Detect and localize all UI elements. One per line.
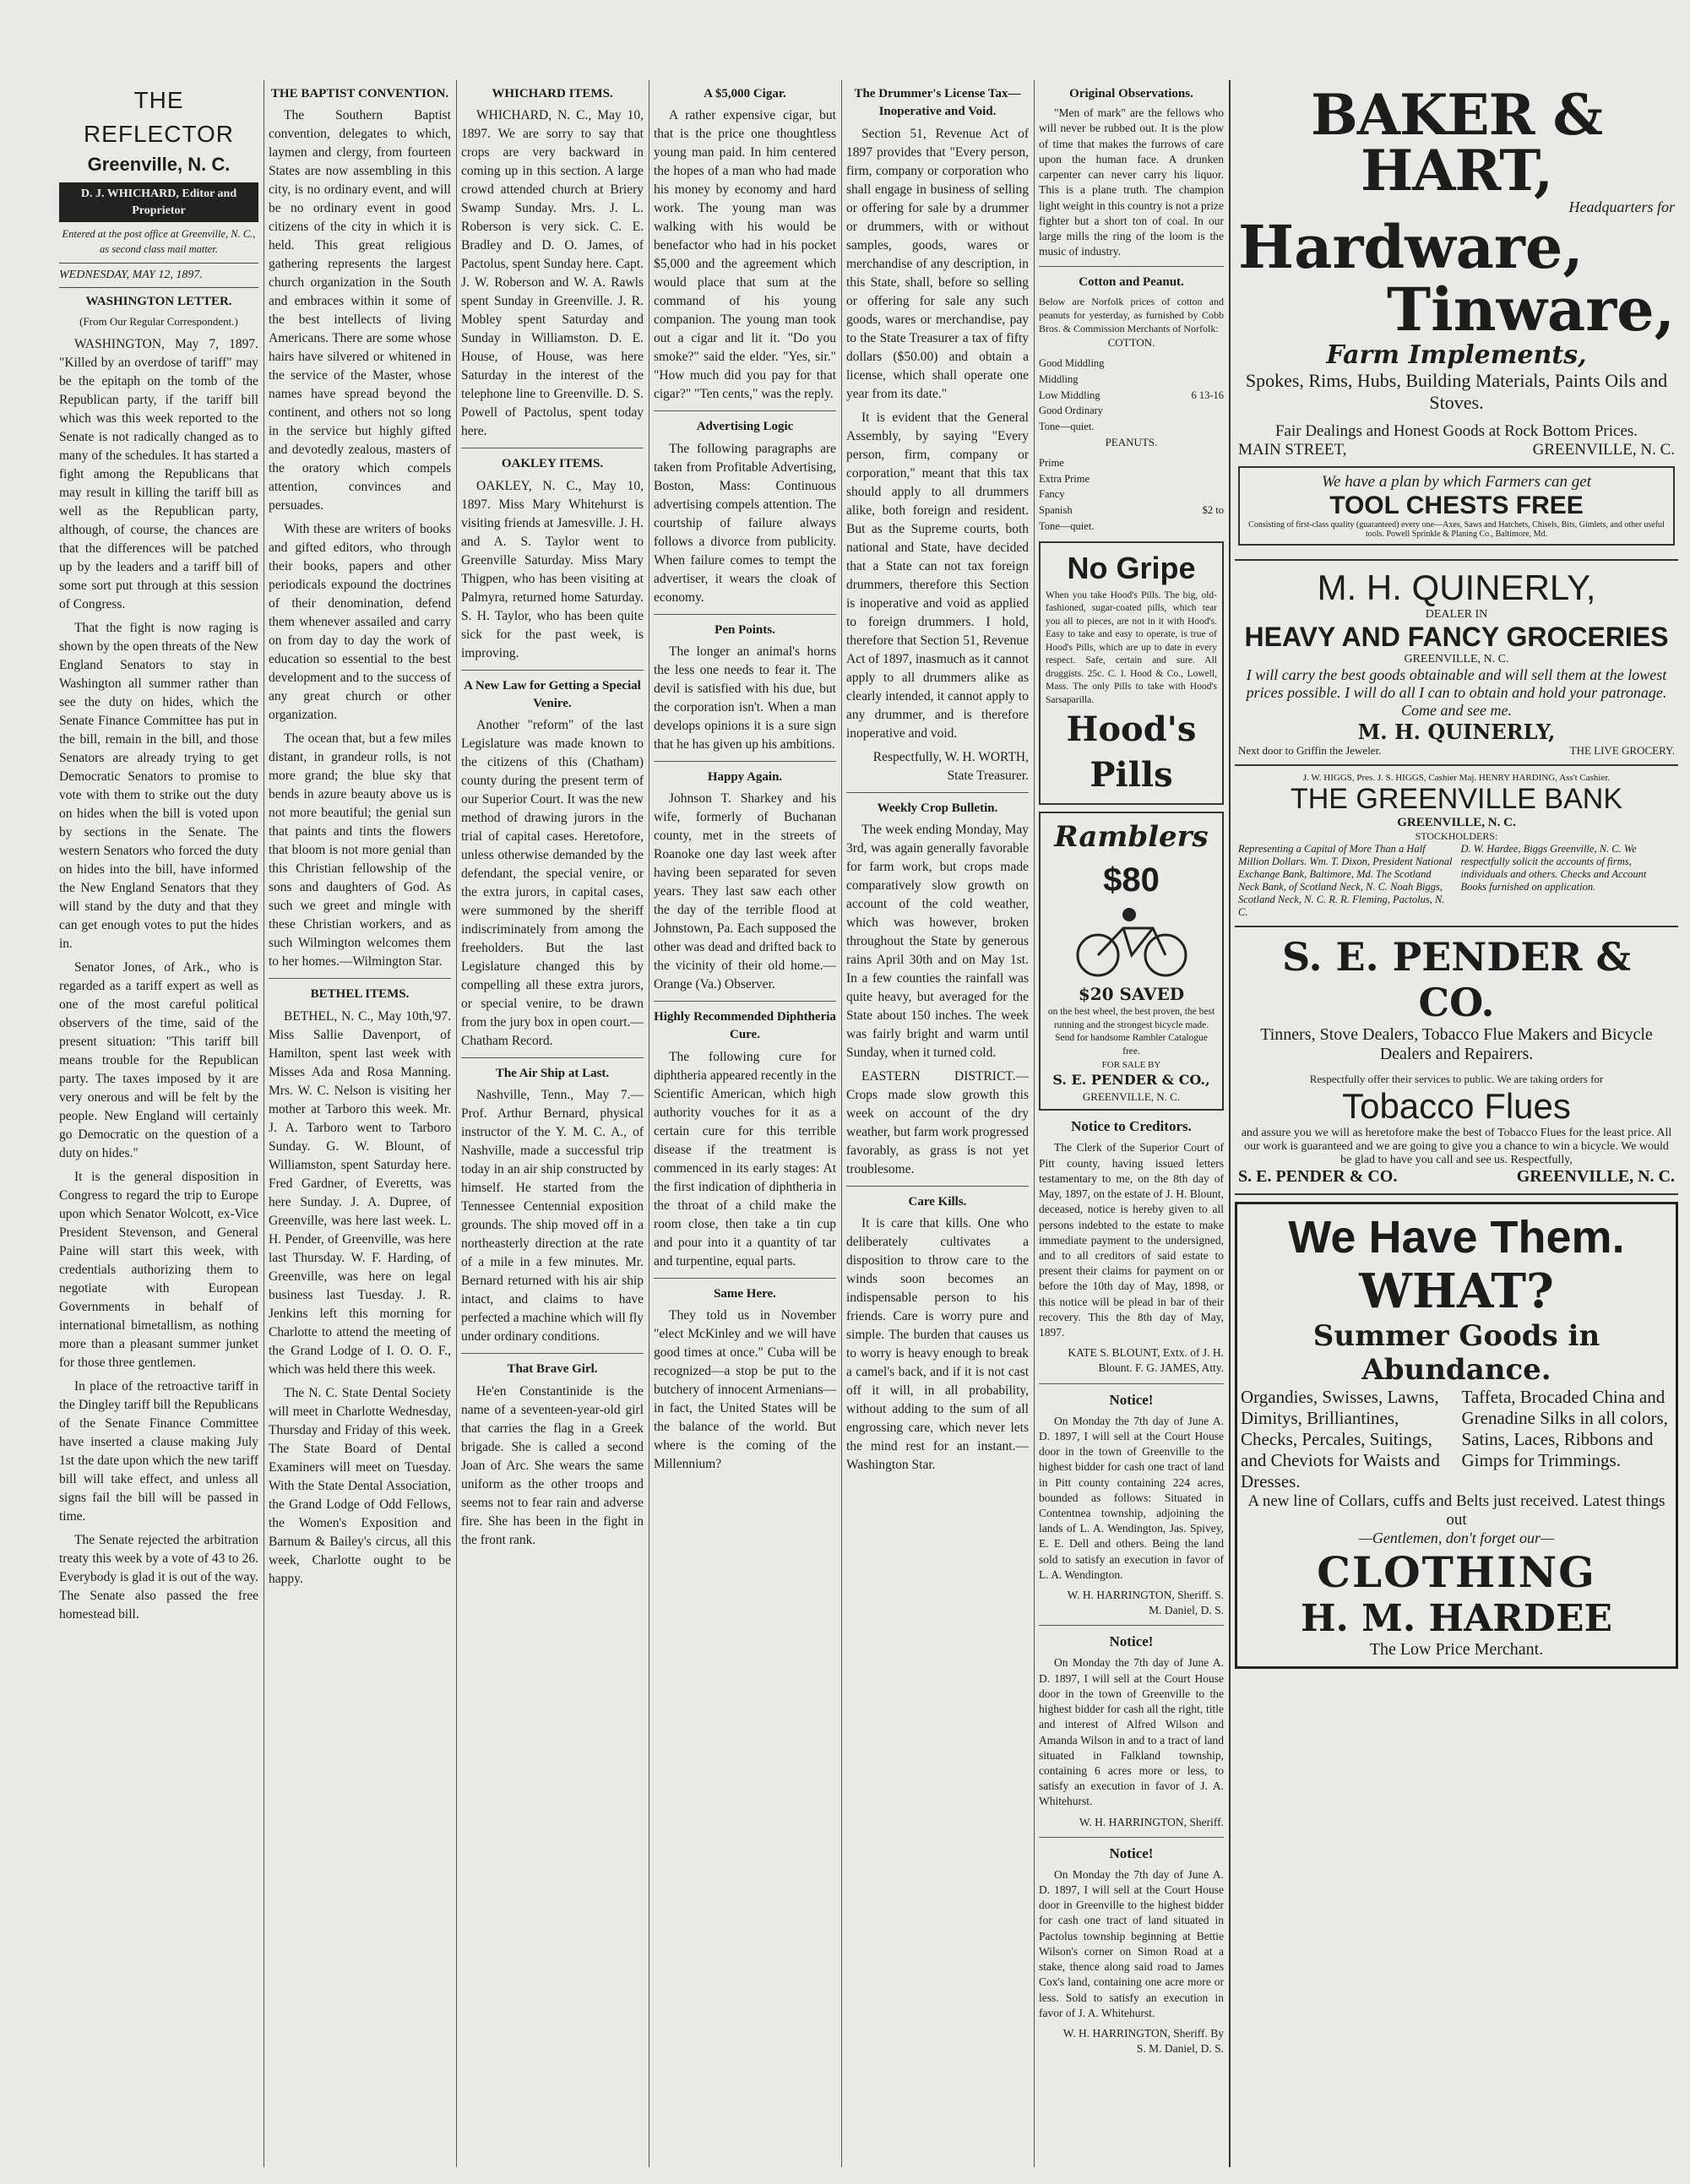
divider — [269, 978, 451, 979]
bicycle-saved: $20 SAVED — [1078, 984, 1185, 1005]
ad-text: Tinners, Stove Dealers, Tobacco Flue Makers and Bicycle Dealers and Repairers. — [1260, 1025, 1653, 1063]
tool-chests-ad: We have a plan by which Farmers can get TOOL CHESTS FREE Consisting of first-class quality (guaranteed) every one—Axes, Saws and Hatchets, Chisels, Bits, Gimlets, and other useful tools. Powell Sprinkle & Planing Co., Baltimore, Md. — [1238, 466, 1675, 546]
ad-text: —Gentlemen, don't forget our— — [1358, 1529, 1555, 1546]
column-rule — [1229, 80, 1231, 2167]
article-paragraph: OAKLEY, N. C., May 10, 1897. Miss Mary Whitehurst is visiting friends at Jamesville. J. H. and A. S. Taylor went to Greenville Saturday. Miss Mary Thigpen, who has been visiting at Palmyra, returned home Saturday. S. H. Taylor, who has been quite sick for the past week, is improving. — [461, 478, 644, 660]
article-paragraph: WASHINGTON, May 7, 1897. "Killed by an overdose of tariff" may be the epitaph on the tomb of the Republican party, if the tariff bill which was this week reported to the Senate is not radically changed as to many of the schedules. It has started a fight among the Republicans that may result in killing the tariff bill as well as the Republican party, although, of course, the chances are that the differences will be patched up by the leaders and a tariff bill of some sort put through at this session of Congress. — [59, 336, 258, 611]
article-paragraph: The longer an animal's horns the less one needs to fear it. The devil is satisfied with his due, but the corporation isn't. When a man develops opinions it is a sure sign that he has given up his ambitions. — [654, 644, 836, 752]
article-headline: WHICHARD ITEMS. — [492, 87, 613, 101]
article-byline: (From Our Regular Correspondent.) — [79, 315, 238, 329]
article-paragraph: The Senate rejected the arbitration treaty this week by a vote of 43 to 26. Everybody is glad it is out of the way. The Senate also passed the free homestead bill. — [59, 1532, 258, 1622]
ad-headline: Summer Goods in Abundance. — [1312, 1319, 1600, 1387]
table-row: Good Middling — [1039, 356, 1105, 369]
article-paragraph: The ocean that, but a few miles distant, in grandeur rolls, is not more grand; the blue sky that bends in azure beauty above us is not more beautiful; the genial sun that paints and tints the flowers that bloom is not more genial than this Christian fellowship of the sons and daughters of God. As such we greet and mingle with these Christian workers, and as such Wilmington welcomes them to her homes.—Wilmington Star. — [269, 731, 451, 970]
notice-signature: KATE S. BLOUNT, Extx. of J. H. Blount. F. G. JAMES, Atty. — [1068, 1346, 1224, 1375]
notice-text: The Clerk of the Superior Court of Pitt county, having issued letters testamentary to me, on the 8th day of May, 1897, on the estate of J. H. Blount, deceased, notice is hereby given to all persons indebted to the estate to make immediate payment to the undersigned, and to all creditors of said estate to present their claims for payment on or before the 10th day of May, 1898, or this notice will be plead in bar of their recovery. This the 8th day of May, 1897. — [1039, 1141, 1224, 1339]
article-paragraph: "Men of mark" are the fellows who will never be rubbed out. It is the plow of time that makes the furrows of care upon the human face. A drunken carpenter can never carry his liquor. This is a plane truth. The champion light weight in this country is not a prize fighter but a short ton of coal. In our large mills the ring of the loom is the music of industry. — [1039, 106, 1224, 258]
article-paragraph: The following cure for diphtheria appeared recently in the Scientific American, which high authority vouches for it as a certain cure for this terrible disease if the treatment is commenced in its early stages: At the first indication of diphtheria in the throat of a child make the room close, then take a tin cup and pour into it a quantity of tar and turpentine, equal parts. — [654, 1049, 836, 1269]
column-rule — [1034, 80, 1035, 2167]
article-headline: WASHINGTON LETTER. — [85, 294, 232, 308]
peanut-label: PEANUTS. — [1105, 436, 1158, 449]
masthead-publisher: D. J. WHICHARD, Editor and Proprietor — [59, 182, 258, 223]
article-headline: The Air Ship at Last. — [495, 1067, 610, 1081]
bank-officers: J. W. HIGGS, Pres. J. S. HIGGS, Cashier Maj. HENRY HARDING, Ass't Cashier. — [1302, 773, 1611, 783]
article-headline: That Brave Girl. — [507, 1362, 598, 1377]
cotton-label: COTTON. — [1107, 336, 1155, 350]
article-headline: Original Observations. — [1069, 87, 1193, 101]
notice-headline: Notice! — [1109, 1844, 1154, 1861]
cotton-table — [1039, 356, 1224, 435]
article-paragraph: Johnson T. Sharkey and his wife, formerly of Buchanan county, met in the streets of Roanoke one day last week after having been separated for seven years. They last saw each other the day of the terrible flood at Johnstown, Pa. Each supposed the other was dead and drifted back to the vicinity of their old home.—Orange (Va.) Observer. — [654, 791, 836, 992]
sheriff-notice — [1039, 1391, 1224, 1619]
article-paragraph: The Southern Baptist convention, delegates to which, laymen and clergy, from fourteen States are now assembling in this city, is no ordinary event, and will be no ordinary event in good citizens of the city in which it is held. This great religious gathering represents the largest church organization in the South and embraces within it some of the best intellects of living Americans. There are some whose hairs have silvered or whitened in the service of the Master, whose names have spread beyond the continent, and others not so long in the service but highly gifted and devotedly zealous, masters of the oratory which compels attention, convinces and persuades. — [269, 108, 451, 513]
market-report — [1039, 274, 1224, 535]
article-paragraph: Section 51, Revenue Act of 1897 provides that "Every person, firm, company or corporation who shall engage in business of selling or offering for sale by a drummer or drummers, with or without samples, goods, wares or merchandise of any description, in this State, shall, before so selling or offering for sale any such goods, wares or merchandise, pay to the State Treasurer a tax of fifty dollars ($50.00) and obtain a license, which shall operate one year from its date." — [846, 126, 1029, 401]
market-headline: Cotton and Peanut. — [1079, 275, 1184, 290]
article-drummers-tax — [846, 85, 1029, 1475]
table-row: Extra Prime — [1039, 472, 1090, 485]
notice-headline: Notice! — [1109, 1633, 1154, 1650]
article-signature: Respectfully, W. H. WORTH, State Treasurer. — [872, 749, 1029, 783]
article-paragraph: He'en Constantinide is the name of a seventeen-year-old girl that carries the flag in a Greek brigade. She is called a second Joan of Arc. She wears the same uniform as the other troops and seems not to fear rain and adverse fire. She has been in the fight in the front rank. — [461, 1383, 644, 1547]
ad-business-name: BAKER & HART, — [1310, 82, 1603, 204]
table-row: Middling — [1039, 372, 1079, 385]
ad-business-name: M. H. QUINERLY, — [1317, 568, 1596, 607]
bank-left-text: Representing a Capital of More Than a Half Million Dollars. Wm. T. Dixon, President National Exchange Bank, Baltimore, Md. The Scotland Neck Bank, of Scotland Neck, N. C. Noah Biggs, Scotland Neck, N. C. R. R. Fleming, Pactolus, N. C. — [1238, 843, 1453, 918]
ad-signature: M. H. QUINERLY, — [1357, 720, 1556, 744]
article-headline: Same Here. — [714, 1286, 776, 1301]
hardee-ad — [1235, 1202, 1678, 1669]
ad-subhead: STOCKHOLDERS: — [1415, 830, 1498, 842]
ad-text: and assure you we will as heretofore make the best of Tobacco Flues for the least price. All our work is guaranteed and we are going to give you a chance to win a bicycle. We would be glad to have you call and see us. Respectfully, — [1241, 1127, 1672, 1166]
divider — [1039, 1625, 1224, 1626]
article-headline: Highly Recommended Diphtheria Cure. — [654, 1010, 836, 1042]
ad-headline: Hardware, — [1238, 212, 1584, 282]
article-headline: Weekly Crop Bulletin. — [877, 801, 998, 815]
ad-goods-right: Taffeta, Brocaded China and Grenadine Silks in all colors, Satins, Laces, Ribbons and Gimps for Trimmings. — [1461, 1387, 1668, 1470]
divider — [461, 1057, 644, 1058]
bicycle-dealer-town: GREENVILLE, N. C. — [1082, 1089, 1181, 1103]
article-headline: Care Kills. — [908, 1194, 967, 1209]
bicycle-text: on the best wheel, the best proven, the best running and the strongest bicycle made. Send for handsome Rambler Catalogue free. — [1047, 1007, 1215, 1057]
pill-headline: No Gripe — [1067, 551, 1196, 586]
notice-signature: W. H. HARRINGTON, Sheriff. — [1079, 1815, 1224, 1828]
column-2 — [269, 80, 451, 2167]
table-row: Low Middling 6 13-16 — [1039, 388, 1224, 401]
ad-town: GREENVILLE, N. C. — [1404, 653, 1509, 666]
article-paragraph: Nashville, Tenn., May 7.—Prof. Arthur Bernard, physical instructor of the Y. M. C. A., of Nashville, made a successful trip today in an air ship constructed by himself. He started from the Tennessee Centennial exposition grounds. The ship moved off in a northeasterly direction at the rate of a mile in a few minutes. Mr. Bernard returned with his air ship intact, and claims to have perfected a machine which will fly under ordinary conditions. — [461, 1088, 644, 1345]
article-headline: A $5,000 Cigar. — [704, 87, 786, 101]
notice-text: On Monday the 7th day of June A. D. 1897, I will sell at the Court House door in the town of Greenville to the highest bidder for cash one tract of land in Pitt county containing 224 acres, bounded as follows: Situated in Contentnea township, adjoining the lands of L. A. Wendington, Jas. Spivey, E. E. Dell and others. Being the land sold to satisfy an execution in favor of L. A. Wendington. — [1039, 1414, 1224, 1581]
ad-headline: Tobacco Flues — [1342, 1086, 1571, 1126]
divider — [1039, 1383, 1224, 1384]
ad-headline: Tinware, — [1387, 274, 1675, 345]
bicycle-brand: Ramblers — [1054, 820, 1209, 855]
divider — [1039, 266, 1224, 267]
article-original-observations — [1039, 85, 1224, 259]
ad-headline: HEAVY AND FANCY GROCERIES — [1244, 622, 1669, 652]
notice-to-creditors — [1039, 1117, 1224, 1376]
notice-headline: Notice to Creditors. — [1071, 1118, 1192, 1135]
divider — [1039, 1837, 1224, 1838]
article-whichard-items — [461, 85, 644, 1550]
masthead-title: THE REFLECTOR — [83, 87, 235, 147]
table-row: Fancy — [1039, 488, 1065, 501]
column-4 — [654, 80, 836, 2167]
ad-subhead: Headquarters for — [1568, 198, 1675, 215]
article-headline: Advertising Logic — [696, 420, 794, 434]
article-paragraph: That the fight is now raging is shown by the open threats of the New England Senators to stay in Washington all summer rather than see the duty on hides, which the Senate Finance Committee has put in the bill, remain in the bill, and those Senators are already trying to get Democratic Senators to promise to vote with them to strike out the duty on hides when the bill is voted upon by sections in the Senate. The western Senators who forced the duty on hides into the bill, have informed the New England Senators that they will stand by the duty and that they can get enough votes to put the hides in. — [59, 620, 258, 951]
ad-text: I will carry the best goods obtainable and will sell them at the lowest prices possible. I will do all I can to obtain and hold your patronage. Come and see me. — [1246, 666, 1667, 719]
article-headline: The Drummer's License Tax—Inoperative and Void. — [854, 87, 1021, 119]
table-row: Spanish $2 to — [1039, 504, 1224, 517]
table-row: Good Ordinary — [1039, 405, 1104, 417]
article-paragraph: Another "reform" of the last Legislature was made known to the citizens of this (Chatham) county during the present term of our Superior Court. It was the new method of drawing jurors in the trial of capital cases. Heretofore, unless otherwise demanded by the defendant, the special venire, or the extra jurors, in capital cases, were summoned by the sheriff indiscriminately from among the freeholders. But the last Legislature changed this by compelling all these extra jurors, or special venire, to be drawn from the jury box in open court.—Chatham Record. — [461, 718, 644, 1049]
article-paragraph: WHICHARD, N. C., May 10, 1897. We are sorry to say that crops are very backward in coming up in this section. A large crowd attended church at Briery Swamp Sunday. Mrs. J. L. Roberson is very sick. C. E. Bradley and D. O. James, of Pactolus, spent Sunday here. Capt. J. W. Roberson and W. A. Rawls spent Sunday in Greenville. J. R. Mobley spent Saturday and Sunday in Williamston. D. E. House, of House, was here Saturday in the interest of the telephone line to Greenville. D. S. Powell of Pactolus, spent today here. — [461, 108, 644, 439]
divider — [654, 1001, 836, 1002]
divider — [654, 614, 836, 615]
article-paragraph: It is evident that the General Assembly, by saying "Every person, firm, company or corporation," meant that this tax should apply to all drummers alike, both foreign and resident. But as the Supreme courts, both national and State, have decided that a State can not tax foreign drummers, therefore this Section is inoperative and void as applied to foreign drummers. I hold, therefore that Section 51, Revenue Act of 1897, inasmuch as it cannot apply to all drummers alike as clearly intended, it cannot apply to any drummer, and is therefore inoperative and void. — [846, 410, 1029, 741]
ad-tagline: The Low Price Merchant. — [1369, 1640, 1544, 1659]
column-1 — [59, 80, 258, 2167]
sheriff-notice — [1039, 1844, 1224, 2057]
article-paragraph: A rather expensive cigar, but that is the price one thoughtless young man paid. In him centered the hopes of a man who had made his money by economy and hard work. The young man was walking with his would be benefactor who had in his pocket $5,000 and the agreement which would place that sum at the command of his young companion. The young man took out a cigar and lit it. "Do you smoke?" said the elder. "Yes, sir." "How much did you pay for that cigar?" "Ten cents," was the reply. — [654, 108, 836, 402]
ad-text: Respectfully offer their services to public. We are taking orders for — [1309, 1073, 1604, 1085]
ad-goods-left: Organdies, Swisses, Lawns, Dimitys, Brilliantines, Checks, Percales, Suitings, and Cheviots for Waists and Dresses. — [1241, 1387, 1440, 1491]
article-paragraph: The following paragraphs are taken from Profitable Advertising, Boston, Mass: Continuous advertising compels attention. The courtship of failure always follows a divorce from publicity. When failure comes to tempt the advertiser, it wears the cloak of economy. — [654, 441, 836, 605]
bicycle-dealer: S. E. PENDER & CO., — [1052, 1072, 1210, 1089]
notice-text: On Monday the 7th day of June A. D. 1897, I will sell at the Court House door in Greenville to the highest bidder for cash one tract of land situated in Pactolus township beginning at Bettie Wilson's corner on Simon Road at a stake, thence along said road to James Cox's land, containing one acre more or less. Sold to satisfy an execution in favor of J. A. Whitehurst. — [1039, 1867, 1224, 2019]
ad-headline: CLOTHING — [1317, 1547, 1596, 1597]
ad-tagline: THE LIVE GROCERY. — [1569, 744, 1675, 757]
bicycle-icon — [1068, 903, 1195, 979]
pender-ad — [1235, 927, 1678, 1195]
bicycle-price: $80 — [1103, 861, 1160, 899]
article-headline: OAKLEY ITEMS. — [501, 457, 604, 471]
ad-line: Spokes, Rims, Hubs, Building Materials, Paints Oils and Stoves. — [1245, 370, 1668, 413]
column-rule — [841, 80, 842, 2167]
notice-text: On Monday the 7th day of June A. D. 1897, I will sell at the Court House door in the town of Greenville to the highest bidder for cash all the right, title and interest of Alfred Wilson and Amanda Wilson in and to a tract of land situated in Falkland township, containing 6 acres more or less, to satisfy an execution in favor of J. A. Whitehurst. — [1039, 1656, 1224, 1808]
column-5 — [846, 80, 1029, 2167]
rambler-bicycle-ad — [1039, 812, 1224, 1111]
article-paragraph: BETHEL, N. C., May 10th,'97. Miss Sallie Davenport, of Hamilton, spent last week with Misses Ada and Rosa Manning. Mrs. W. C. Nelson is visiting her mother at Tarboro this week. Mr. J. A. Tarboro went to Tarboro Sunday. G. W. Blount, of Williamston, spent Saturday here. Fred Gardner, of Everetts, was here Sunday. J. A. Dupree, of Greenville, was here last week. L. H. Pender, of Greenville, was here last Thursday. W. F. Harding, of Greenville, was here on legal business last Tuesday. J. R. Jenkins left this morning for Charlotte to attend the meeting of the Grand Lodge of I. O. O. F., which was held there this week. — [269, 1008, 451, 1377]
article-headline: Pen Points. — [715, 622, 775, 637]
ad-signature: S. E. PENDER & CO. — [1238, 1167, 1398, 1186]
table-row: Tone—quiet. — [1039, 520, 1095, 533]
ad-location: Next door to Griffin the Jeweler. — [1238, 744, 1382, 757]
article-headline: THE BAPTIST CONVENTION. — [270, 87, 449, 101]
article-5000-cigar — [654, 85, 836, 1474]
divider — [846, 792, 1029, 793]
column-3 — [461, 80, 644, 2167]
advertisement-column — [1235, 80, 1678, 2167]
article-paragraph: EASTERN DISTRICT.—Crops made slow growth this week on account of the dry weather, but farm work progressed favorably, as grass is not yet troublesome. — [846, 1068, 1029, 1176]
article-paragraph: In place of the retroactive tariff in the Dingley tariff bill the Republicans of the Senate Finance Committee have inserted a clause making July 1st the date upon which the new tariff bill will take effect, and unless all signs fail the bill will be passed in time. — [59, 1378, 258, 1524]
ad-business-name: THE GREENVILLE BANK — [1290, 783, 1622, 815]
article-headline: Happy Again. — [707, 769, 783, 784]
article-paragraph: They told us in November "elect McKinley and we will have good times at once." Cuba will be recognized—a stop be put to the butchery of innocent Armenians—in fact, the United States will be the balance of the world. But where is the coming of the Millennium? — [654, 1308, 836, 1472]
notice-headline: Notice! — [1109, 1391, 1154, 1408]
divider — [654, 761, 836, 762]
ad-business-name: H. M. HARDEE — [1300, 1597, 1613, 1640]
ad-address: MAIN STREET, GREENVILLE, N. C. — [1238, 441, 1675, 459]
notice-signature: W. H. HARRINGTON, Sheriff. S. M. Daniel, D. S. — [1067, 1589, 1224, 1617]
peanut-table — [1039, 455, 1224, 535]
hoods-pills-ad — [1039, 541, 1224, 805]
notice-signature: W. H. HARRINGTON, Sheriff. By S. M. Daniel, D. S. — [1062, 2026, 1224, 2056]
divider — [846, 1186, 1029, 1187]
column-6 — [1039, 80, 1224, 2167]
column-rule — [456, 80, 457, 2167]
table-row: Tone—quiet. — [1039, 421, 1095, 433]
ad-headline: WHAT? — [1359, 1263, 1554, 1319]
sheriff-notice — [1039, 1633, 1224, 1829]
ad-town: GREENVILLE, N. C. — [1516, 1167, 1675, 1186]
bicycle-sale-label: FOR SALE BY — [1101, 1059, 1161, 1070]
table-row: Prime — [1039, 456, 1064, 469]
article-paragraph: The N. C. State Dental Society will meet in Charlotte Wednesday, Thursday and Friday of this week. The State Board of Dental Examiners will meet on Tuesday. With the State Dental Association, the Grand Lodge of Odd Fellows, the Women's Exposition and Barnum & Bailey's circus, all this week, Charlotte ought to be happy. — [269, 1385, 451, 1586]
ad-business-name: S. E. PENDER & CO. — [1281, 934, 1632, 1025]
article-headline: BETHEL ITEMS. — [310, 987, 410, 1002]
ad-town: GREENVILLE, N. C. — [1397, 816, 1516, 829]
divider — [461, 1353, 644, 1354]
article-baptist-convention — [269, 85, 451, 1589]
article-paragraph: With these are writers of books and gifted editors, who through their books, papers and other periodicals expound the doctrines of their denomination, defend them whenever assailed and carry on from day to day the work of education so essential to the best development and to the success of any great church or other organization. — [269, 522, 451, 723]
baker-hart-ad — [1235, 80, 1678, 561]
divider — [461, 670, 644, 671]
article-washington-letter — [59, 293, 258, 1624]
greenville-bank-ad — [1235, 766, 1678, 927]
quinerly-ad — [1235, 561, 1678, 766]
masthead-place: Greenville, N. C. — [87, 153, 231, 175]
ad-text: A new line of Collars, cuffs and Belts just received. Latest things out — [1247, 1492, 1666, 1529]
pill-text: When you take Hood's Pills. The big, old-fashioned, sugar-coated pills, which tear you all to pieces, are not in it with Hood's. Easy to take and easy to operate, is true of Hood's Pills, which are up to date in every respect. Safe, certain and sure. All druggists. 25c. C. I. Hood & Co., Lowell, Mass. The only Pills to take with Hood's Sarsaparilla. — [1046, 589, 1217, 705]
market-note: Below are Norfolk prices of cotton and peanuts for yesterday, as furnished by Cobb Bros. & Commission Merchants of Norfolk: — [1039, 295, 1224, 335]
divider — [654, 410, 836, 411]
divider — [654, 1278, 836, 1279]
article-paragraph: It is care that kills. One who deliberately cultivates a disposition to throw care to the winds soon becomes an indispensable person to his friends. Care is worry pure and simple. The burden that causes us to worry is heavy enough to break a camel's back, and if it is not cast off it will, in all probability, without adding to the sum of all engrossing care, which never lets the mind rest for an instant.—Washington Star. — [846, 1216, 1029, 1473]
article-paragraph: It is the general disposition in Congress to regard the trip to Europe upon which Senator Wolcott, ex-Vice President Stevenson, and General Paine will start this week, with credentials authorizing them to negotiate with European Governments in behalf of international bimetallism, as nothing more than a pleasant summer junket for those three gentlemen. — [59, 1169, 258, 1370]
article-headline: A New Law for Getting a Special Venire. — [464, 678, 641, 710]
ad-headline: We Have Them. — [1288, 1212, 1625, 1263]
article-paragraph: Senator Jones, of Ark., who is regarded as a tariff expert as well as one of the most careful political observers of the time, said of the present situation: "This tariff bill means trouble for the Republican party. The taxes imposed by it are very onerous and will be felt by the people. New England will certainly go Democratic on the question of a duty on hides." — [59, 959, 258, 1160]
bank-right-text: D. W. Hardee, Biggs Greenville, N. C. We respectfully solicit the accounts of firms, individuals and others. Checks and Account Books furnished on application. — [1460, 843, 1647, 893]
article-paragraph: The week ending Monday, May 3rd, was again generally favorable for farm work, but crops made comparatively slow growth on account of the cold weather, which was however, broken throughout the State by generous rains April 30th and on May 1st. In a few counties the rainfall was quite heavy, but averaged for the State about 150 inches. The week was fairly bright and warm until Sunday, when it turned cold. — [846, 822, 1029, 1060]
ad-line: Farm Implements, — [1326, 340, 1587, 370]
issue-date: WEDNESDAY, MAY 12, 1897. — [59, 263, 258, 288]
masthead-entry-note: Entered at the post office at Greenville, N. C., as second class mail matter. — [62, 228, 256, 256]
ad-subhead: DEALER IN — [1425, 608, 1488, 621]
pill-brand: Hood's Pills — [1066, 709, 1197, 796]
ad-line: Fair Dealings and Honest Goods at Rock Bottom Prices. — [1274, 422, 1638, 440]
